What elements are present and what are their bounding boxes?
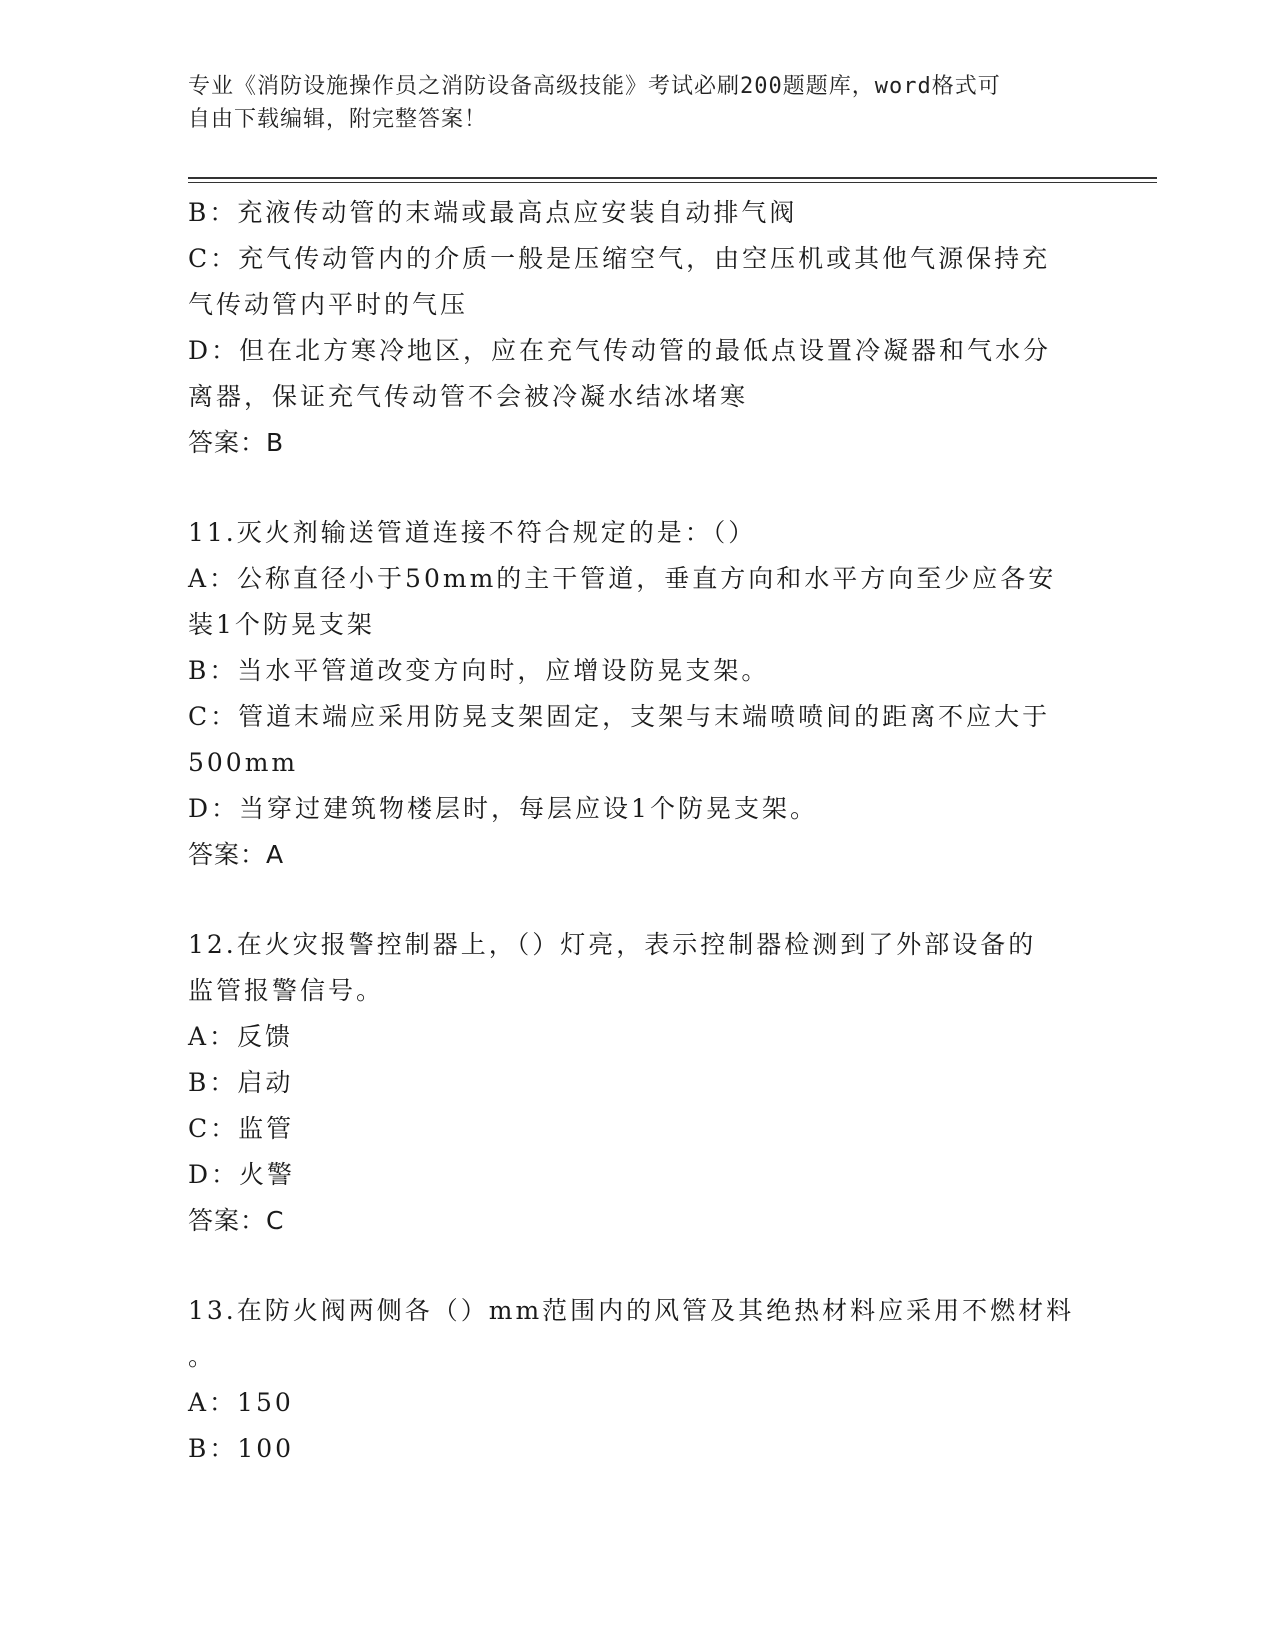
option-d: D：当穿过建筑物楼层时，每层应设1个防晃支架。 (188, 794, 818, 823)
question-text: 11.灭火剂输送管道连接不符合规定的是：（） (188, 518, 757, 547)
document-body (188, 190, 1088, 1472)
option-d-continued: 离器，保证充气传动管不会被冷凝水结冰堵寒 (188, 382, 749, 411)
header-line-2: 自由下载编辑，附完整答案！ (188, 107, 488, 132)
question-text: 12.在火灾报警控制器上，（）灯亮，表示控制器检测到了外部设备的 (188, 930, 1037, 959)
option-c-continued: 500mm (188, 748, 299, 777)
option-a: A：150 (188, 1388, 294, 1417)
option-c: C：监管 (188, 1114, 295, 1143)
option-b: B：当水平管道改变方向时，应增设防晃支架。 (188, 656, 770, 685)
question-text-continued: 监管报警信号。 (188, 976, 385, 1005)
option-a: A：公称直径小于50mm的主干管道，垂直方向和水平方向至少应各安 (188, 564, 1057, 593)
question-text: 13.在防火阀两侧各（）mm范围内的风管及其绝热材料应采用不燃材料 (188, 1296, 1075, 1325)
option-a: A：反馈 (188, 1022, 294, 1051)
option-d: D：火警 (188, 1160, 296, 1189)
document-header (188, 70, 1068, 136)
option-c: C：充气传动管内的介质一般是压缩空气，由空压机或其他气源保持充 (188, 244, 1051, 273)
answer: 答案：A (188, 840, 285, 869)
option-c: C：管道末端应采用防晃支架固定，支架与末端喷喷间的距离不应大于 (188, 702, 1051, 731)
question-text-continued: 。 (188, 1342, 217, 1371)
option-a-continued: 装1个防晃支架 (188, 610, 375, 639)
question-10-continued (188, 190, 1088, 466)
question-13 (188, 1288, 1088, 1472)
option-d: D：但在北方寒冷地区，应在充气传动管的最低点设置冷凝器和气水分 (188, 336, 1052, 365)
question-11 (188, 510, 1088, 878)
header-divider-thin (188, 182, 1157, 183)
option-b: B：启动 (188, 1068, 294, 1097)
answer: 答案：C (188, 1206, 285, 1235)
question-12 (188, 922, 1088, 1244)
option-c-continued: 气传动管内平时的气压 (188, 290, 469, 319)
header-divider-thick (188, 177, 1157, 179)
header-line-1: 专业《消防设施操作员之消防设备高级技能》考试必刷200题题库，word格式可 (188, 74, 1001, 99)
option-b: B：充液传动管的末端或最高点应安装自动排气阀 (188, 198, 798, 227)
option-b: B：100 (188, 1434, 295, 1463)
answer: 答案：B (188, 428, 285, 457)
